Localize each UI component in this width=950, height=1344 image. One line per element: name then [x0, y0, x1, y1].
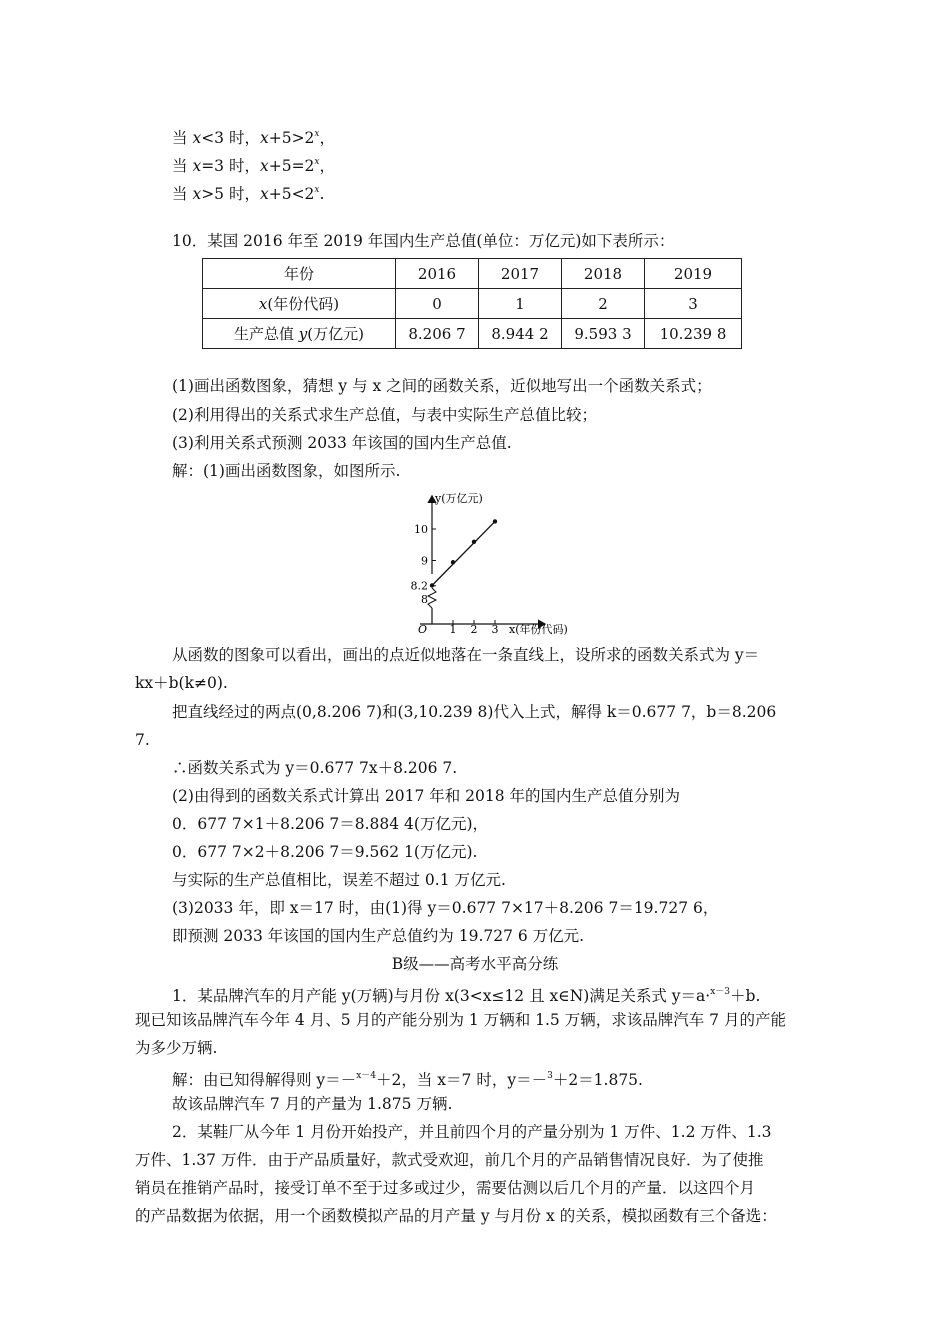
solution-line: 7. [135, 731, 150, 749]
data-point [493, 519, 497, 523]
data-point [430, 583, 434, 587]
table-cell: 8.206 7 [396, 319, 479, 349]
solution-line: 0．677 7×2＋8.206 7＝9.562 1(万亿元). [172, 843, 478, 861]
question-part-3: (3)利用关系式预测 2033 年该国的国内生产总值. [172, 434, 512, 452]
series-line [432, 521, 495, 585]
question-2-line: 万件、1.37 万件．由于产品质量好，款式受欢迎，前几个月的产品销售情况良好．为了使推 [135, 1151, 764, 1169]
y-axis-label: y(万亿元) [435, 492, 483, 505]
solution-intro: 解：(1)画出函数图象，如图所示. [172, 462, 401, 480]
question-part-2: (2)利用得出的关系式求生产总值，与表中实际生产总值比较； [172, 406, 597, 424]
table-row [203, 319, 742, 349]
table-row-label: x(年份代码) [203, 289, 396, 319]
y-tick-label: 9 [421, 554, 428, 568]
y-tick-label: 8 [421, 593, 428, 606]
inequality-line-2: 当 x=3 时，$x+5=2^x$， [172, 157, 336, 175]
question-1-line-1: 1．某品牌汽车的月产能 y(万辆)与月份 x(3<x≤12 且 x∈N)满足关系式 y＝a·$^{x-3}$＋b. [172, 987, 761, 1005]
solution-line: (2)由得到的函数关系式计算出 2017 年和 2018 年的国内生产总值分别为 [172, 787, 681, 805]
solution-line: 从函数的图象可以看出，画出的点近似地落在一条直线上，设所求的函数关系式为 y＝ [172, 646, 760, 664]
inequality-line-1: 当 x<3 时，$x+5>2^x$， [172, 129, 336, 147]
gdp-line-graph [385, 488, 585, 638]
table-cell: 1 [479, 289, 562, 319]
axes [420, 496, 545, 624]
y-tick-label: 8.2 [410, 579, 428, 593]
section-title: B级——高考水平高分练 [391, 955, 559, 973]
data-point [472, 540, 476, 544]
question-1-line-2: 现已知该品牌汽车今年 4 月、5 月的产能分别为 1 万辆和 1.5 万辆，求该品牌汽车 7 月的产能 [135, 1011, 786, 1029]
solution-line: 0．677 7×1＋8.206 7＝8.884 4(万亿元)， [172, 815, 489, 833]
solution-line: 与实际的生产总值相比，误差不超过 0.1 万亿元. [172, 871, 506, 889]
question-2-line: 销员在推销产品时，接受订单不至于过多或过少，需要估测以后几个月的产量．以这四个月 [135, 1179, 756, 1197]
solution-line: 即预测 2033 年该国的国内生产总值约为 19.727 6 万亿元. [172, 927, 585, 945]
x-tick-label: 2 [470, 623, 478, 636]
table-row [203, 259, 742, 289]
inequality-line-3: 当 x>5 时，$x+5<2^x$. [172, 185, 325, 203]
solution-line: (3)2033 年，即 x＝17 时，由(1)得 y＝0.677 7×17＋8.206 7＝19.727 6， [172, 899, 719, 917]
question-1-conclusion: 故该品牌汽车 7 月的产量为 1.875 万辆. [172, 1095, 453, 1113]
table-row [203, 289, 742, 319]
question-2-line: 2．某鞋厂从今年 1 月份开始投产，并且前四个月的产量分别为 1 万件、1.2 万件、1.3 [172, 1123, 772, 1141]
gdp-table [202, 258, 742, 349]
question-1-line-3: 为多少万辆. [135, 1039, 218, 1057]
solution-line: ∴函数关系式为 y＝0.677 7x＋8.206 7. [172, 759, 458, 777]
table-header-cell: 2019 [645, 259, 742, 289]
table-cell: 0 [396, 289, 479, 319]
x-axis-label: x(年份代码) [509, 623, 568, 636]
data-point [451, 560, 455, 564]
question-2-line: 的产品数据为依据，用一个函数模拟产品的月产量 y 与月份 x 的关系，模拟函数有三个备选： [135, 1207, 777, 1225]
question-part-1: (1)画出函数图象，猜想 y 与 x 之间的函数关系，近似地写出一个函数关系式； [172, 377, 712, 395]
axis-break [428, 588, 436, 608]
table-header-cell: 2017 [479, 259, 562, 289]
table-header-cell: 2016 [396, 259, 479, 289]
y-tick-label: 10 [414, 523, 428, 536]
table-row-label: 生产总值 y(万亿元) [203, 319, 396, 349]
x-tick-label: 3 [491, 623, 499, 636]
x-tick-label: 1 [449, 623, 457, 636]
solution-line: kx＋b(k≠0). [135, 674, 228, 692]
question-10-title: 10．某国 2016 年至 2019 年国内生产总值(单位：万亿元)如下表所示： [172, 232, 675, 250]
table-cell: 10.239 8 [645, 319, 742, 349]
question-1-solution: 解：由已知得解得则 y＝－$^{x-4}$＋2，当 x＝7 时，y＝－$^3$＋2＝1.875. [172, 1071, 643, 1089]
solution-line: 把直线经过的两点(0,8.206 7)和(3,10.239 8)代入上式，解得 k＝0.677 7，b＝8.206 [172, 703, 777, 721]
table-cell: 8.944 2 [479, 319, 562, 349]
table-header-cell: 2018 [562, 259, 645, 289]
table-header-cell: 年份 [203, 259, 396, 289]
table-cell: 3 [645, 289, 742, 319]
table-cell: 9.593 3 [562, 319, 645, 349]
table-cell: 2 [562, 289, 645, 319]
origin-label: O [418, 623, 428, 636]
